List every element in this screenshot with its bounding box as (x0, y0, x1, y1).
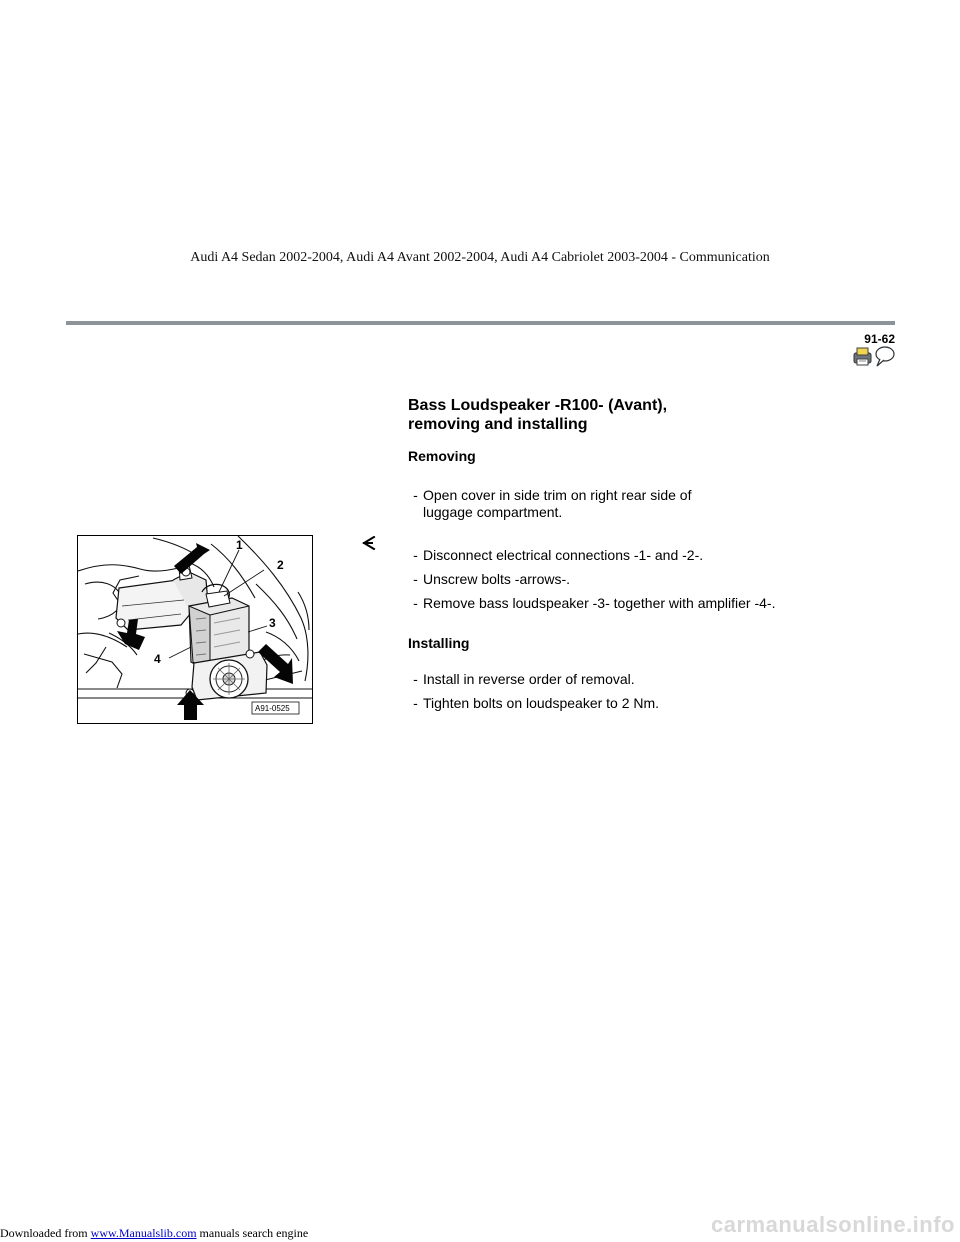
download-prefix: Downloaded from (0, 1226, 88, 1240)
page-tools (851, 345, 896, 367)
download-source-footer (0, 1226, 308, 1241)
step-text: Tighten bolts on loudspeaker to 2 Nm. (423, 695, 660, 711)
step-text: Remove bass loudspeaker -3- together with amplifier -4-. (423, 595, 776, 611)
download-suffix: manuals search engine (199, 1226, 309, 1240)
removing-heading: Removing (408, 448, 476, 464)
step-dash: - (413, 695, 418, 711)
figure-step-list (408, 547, 878, 619)
step-dash: - (413, 487, 418, 503)
page-number: 91-62 (864, 332, 895, 346)
step-text: Disconnect electrical connections -1- and -2-. (423, 547, 704, 563)
step-dash: - (413, 571, 418, 587)
callout-2: 2 (277, 558, 284, 572)
manualslib-link[interactable]: www.Manualslib.com (90, 1226, 197, 1240)
callout-4: 4 (154, 652, 161, 666)
callout-1: 1 (236, 538, 243, 552)
step-dash: - (413, 547, 418, 563)
figure-step (408, 571, 878, 588)
installing-heading: Installing (408, 635, 470, 651)
step-text-line-1: Open cover in side trim on right rear side of (423, 487, 692, 503)
callout-3: 3 (269, 616, 276, 630)
figure-step (408, 547, 878, 564)
figure-pointer-icon[interactable] (362, 536, 376, 550)
removing-step-list (408, 487, 738, 528)
header-rule (66, 321, 895, 325)
section-title-line-2: removing and installing (408, 416, 588, 433)
installing-step (408, 671, 788, 688)
figure-code: A91-0525 (255, 704, 290, 713)
step-dash: - (413, 595, 418, 611)
figure-step (408, 595, 878, 612)
step-text (423, 487, 738, 521)
section-title-line-1: Bass Loudspeaker -R100- (Avant), (408, 397, 668, 414)
removing-step (408, 487, 738, 521)
step-text: Install in reverse order of removal. (423, 671, 635, 687)
installing-step-list (408, 671, 788, 719)
bass-loudspeaker-illustration (77, 535, 313, 724)
printer-icon[interactable] (854, 348, 871, 365)
section-title (408, 396, 768, 434)
comment-icon[interactable] (876, 347, 894, 366)
step-dash: - (413, 671, 418, 687)
step-text: Unscrew bolts -arrows-. (423, 571, 571, 587)
document-header-title: Audi A4 Sedan 2002-2004, Audi A4 Avant 2002-2004, Audi A4 Cabriolet 2003-2004 - Communication (190, 250, 770, 265)
step-text-line-2: luggage compartment. (423, 504, 563, 520)
carmanualsonline-watermark: carmanualsonline.info (711, 1212, 955, 1237)
installing-step (408, 695, 788, 712)
